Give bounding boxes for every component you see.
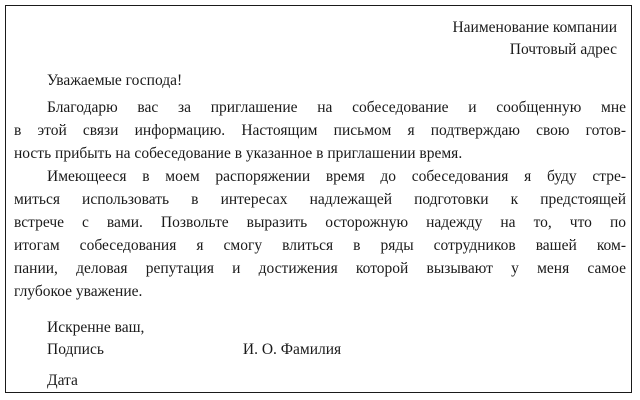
paragraph-2	[14, 165, 626, 303]
company-name: Наименование компании	[452, 19, 617, 36]
text-line: ность прибыть на собеседование в указанное в приглашении время.	[14, 145, 463, 162]
text-line: в этой связи информацию. Настоящим письмом я подтверждаю свою готов-	[14, 122, 626, 139]
closing: Искренне ваш,	[47, 319, 145, 336]
text-line: Благодарю вас за приглашение на собеседование и сообщенную мне	[47, 99, 626, 116]
text-line: глубокое уважение.	[14, 283, 143, 300]
text-line: пании, деловая репутация и достижения которой вызывают у меня самое	[14, 260, 626, 277]
signature-name: И. О. Фамилия	[242, 341, 342, 358]
letter-body	[14, 96, 626, 303]
text-line: Имеющееся в моем распоряжении время до собеседования я буду стре-	[47, 168, 626, 185]
text-line: итогам собеседования я смогу влиться в ряды сотрудников вашей ком-	[14, 237, 626, 254]
signature-row	[47, 339, 467, 361]
date-label: Дата	[47, 372, 78, 389]
postal-address: Почтовый адрес	[509, 41, 617, 58]
text-line: миться использовать в интересах надлежащей подготовки к предстоящей	[14, 191, 626, 208]
letter-document	[5, 5, 632, 393]
salutation: Уважаемые господа!	[47, 72, 183, 89]
address-block	[452, 17, 617, 61]
paragraph-1	[14, 96, 626, 165]
signature-label: Подпись	[47, 341, 104, 358]
text-line: встрече с вами. Позвольте выразить осторожную надежду на то, что по	[14, 214, 626, 231]
